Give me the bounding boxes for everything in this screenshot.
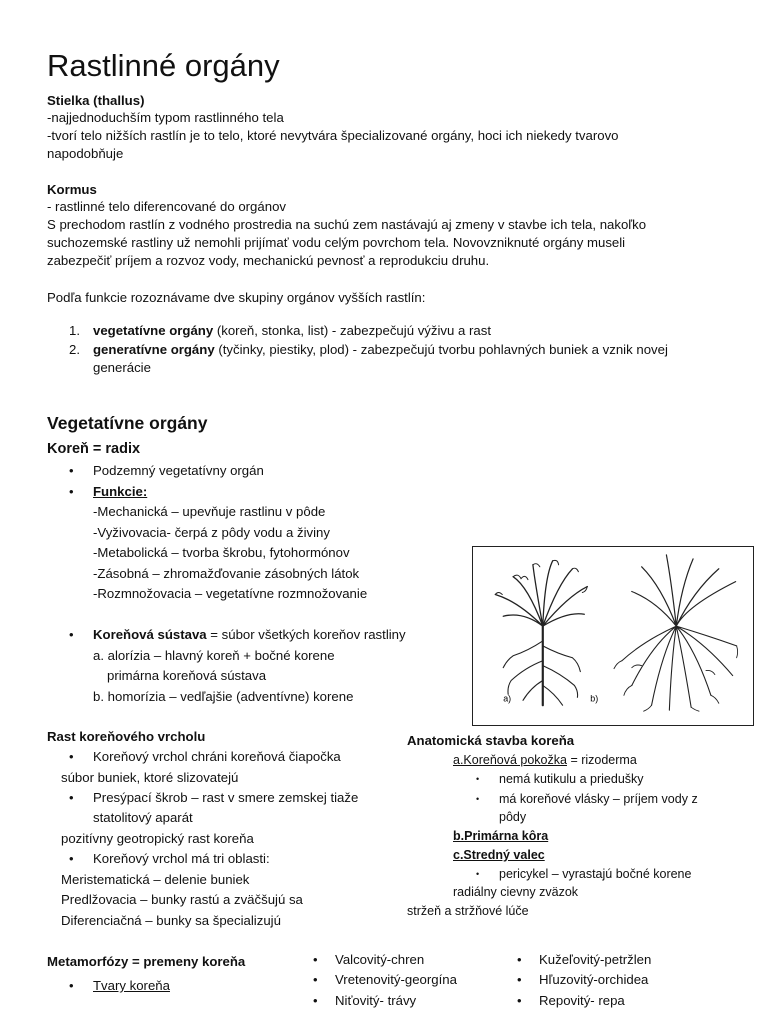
stielka-line: -najjednoduchším typom rastlinného tela bbox=[47, 110, 284, 125]
list-number: 2. bbox=[69, 342, 80, 357]
kormus-heading: Kormus bbox=[47, 182, 97, 197]
anat-line: nemá kutikulu a priedušky bbox=[499, 772, 644, 786]
root-shape-item: Valcovitý-chren bbox=[335, 952, 425, 967]
list-item-continuation: generácie bbox=[93, 360, 151, 375]
stielka-heading: Stielka (thallus) bbox=[47, 93, 145, 108]
bullet-text: Presýpací škrob – rast v smere zemskej tiaže bbox=[93, 790, 359, 805]
bullet-glyph: • bbox=[517, 952, 522, 967]
anat-line: stržeň a stržňové lúče bbox=[407, 904, 529, 918]
bullet-glyph: • bbox=[476, 869, 480, 879]
list-item-term: generatívne orgány bbox=[93, 342, 215, 357]
root-systems-illustration bbox=[473, 547, 753, 725]
groups-intro: Podľa funkcie rozoznávame dve skupiny orgánov vyšších rastlín: bbox=[47, 290, 426, 305]
subsection-heading: Rast koreňového vrcholu bbox=[47, 729, 206, 744]
figure-label-b: b) bbox=[590, 693, 599, 704]
text-line: Diferenciačná – bunky sa špecializujú bbox=[61, 913, 281, 928]
figure-label-a: a) bbox=[503, 693, 512, 704]
anat-line bbox=[453, 751, 637, 769]
kormus-line: suchozemské rastliny už nemohli prijímať vodu celým povrchom tela. Novovzniknuté orgány museli bbox=[47, 235, 626, 250]
kormus-line: S prechodom rastlín z vodného prostredia na suchú zem nastávajú aj zmeny v stavbe ich tela, nakoľko bbox=[47, 217, 647, 232]
page-title: Rastlinné orgány bbox=[47, 48, 280, 83]
list-item-term: vegetatívne orgány bbox=[93, 323, 214, 338]
text-line: Meristematická – delenie buniek bbox=[61, 872, 250, 887]
bullet-glyph: • bbox=[69, 484, 74, 499]
bullet-text: Tvary koreňa bbox=[93, 978, 170, 993]
bullet-text: Koreňový vrchol má tri oblasti: bbox=[93, 851, 270, 866]
text-line: statolitový aparát bbox=[93, 810, 193, 825]
subsection-heading: Metamorfózy = premeny koreňa bbox=[47, 954, 246, 969]
bullet-text bbox=[93, 626, 406, 644]
bullet-glyph: • bbox=[69, 627, 74, 642]
bullet-glyph: • bbox=[69, 978, 74, 993]
anat-line: pôdy bbox=[499, 810, 527, 824]
subsection-heading: Anatomická stavba koreňa bbox=[407, 733, 575, 748]
bullet-rest: = súbor všetkých koreňov rastliny bbox=[206, 627, 406, 642]
bullet-term: Koreňová sústava bbox=[93, 627, 207, 642]
anat-subheading: b.Primárna kôra bbox=[453, 829, 549, 843]
root-shape-item: Niťovitý- trávy bbox=[335, 993, 417, 1008]
section-heading: Vegetatívne orgány bbox=[47, 413, 208, 433]
subsection-heading: Koreň = radix bbox=[47, 441, 141, 457]
system-line: primárna koreňová sústava bbox=[107, 668, 267, 683]
anat-subheading: c.Stredný valec bbox=[453, 848, 545, 862]
function-line: -Rozmnožovacia – vegetatívne rozmnožovanie bbox=[93, 586, 368, 601]
bullet-glyph: • bbox=[69, 463, 74, 478]
bullet-glyph: • bbox=[69, 851, 74, 866]
root-shape-item: Hľuzovitý-orchidea bbox=[539, 972, 649, 987]
system-line: a. alorízia – hlavný koreň + bočné korene bbox=[93, 648, 335, 663]
bullet-glyph: • bbox=[69, 749, 74, 764]
stielka-line: napodobňuje bbox=[47, 146, 124, 161]
list-item-text: (tyčinky, piestiky, plod) - zabezpečujú tvorbu pohlavných buniek a vznik novej bbox=[214, 342, 668, 357]
function-line: -Zásobná – zhromažďovanie zásobných látok bbox=[93, 566, 360, 581]
bullet-glyph: • bbox=[517, 972, 522, 987]
bullet-glyph: • bbox=[313, 972, 318, 987]
function-line: -Vyživovacia- čerpá z pôdy vodu a živiny bbox=[93, 525, 330, 540]
kormus-line: - rastlinné telo diferencované do orgánov bbox=[47, 199, 286, 214]
bullet-text: Podzemný vegetatívny orgán bbox=[93, 463, 264, 478]
root-shape-item: Repovitý- repa bbox=[539, 993, 625, 1008]
bullet-glyph: • bbox=[476, 774, 480, 784]
text-line: pozitívny geotropický rast koreňa bbox=[61, 831, 254, 846]
bullet-glyph: • bbox=[517, 993, 522, 1008]
root-shape-item: Kužeľovitý-petržlen bbox=[539, 952, 652, 967]
system-line: b. homorízia – vedľajšie (adventívne) korene bbox=[93, 689, 354, 704]
list-item-text: (koreň, stonka, list) - zabezpečujú výživu a rast bbox=[213, 323, 491, 338]
text-line: Predlžovacia – bunky rastú a zväčšujú sa bbox=[61, 892, 303, 907]
anat-term: a.Koreňová pokožka bbox=[453, 753, 567, 767]
anat-line: pericykel – vyrastajú bočné korene bbox=[499, 867, 692, 881]
list-item bbox=[93, 322, 491, 340]
list-item bbox=[93, 341, 668, 359]
bullet-text: Koreňový vrchol chráni koreňová čiapočka bbox=[93, 749, 341, 764]
anat-line: radiálny cievny zväzok bbox=[453, 885, 579, 899]
stielka-line: -tvorí telo nižších rastlín je to telo, ktoré nevytvára špecializované orgány, hoci ich niekedy tvarovo bbox=[47, 128, 619, 143]
bullet-glyph: • bbox=[476, 794, 480, 804]
root-shape-item: Vretenovitý-georgína bbox=[335, 972, 457, 987]
function-line: -Metabolická – tvorba škrobu, fytohormónov bbox=[93, 545, 350, 560]
bullet-glyph: • bbox=[313, 993, 318, 1008]
list-number: 1. bbox=[69, 323, 80, 338]
function-line: -Mechanická – upevňuje rastlinu v pôde bbox=[93, 504, 326, 519]
bullet-glyph: • bbox=[313, 952, 318, 967]
anat-rest: = rizoderma bbox=[566, 753, 637, 767]
text-line: súbor buniek, ktoré slizovatejú bbox=[61, 770, 239, 785]
root-systems-figure bbox=[472, 546, 754, 726]
anat-line: má koreňové vlásky – príjem vody z bbox=[499, 792, 698, 806]
kormus-line: zabezpečiť príjem a rozvoz vody, mechanickú pevnosť a reprodukciu druhu. bbox=[47, 253, 490, 268]
bullet-text: Funkcie: bbox=[93, 484, 148, 499]
bullet-glyph: • bbox=[69, 790, 74, 805]
